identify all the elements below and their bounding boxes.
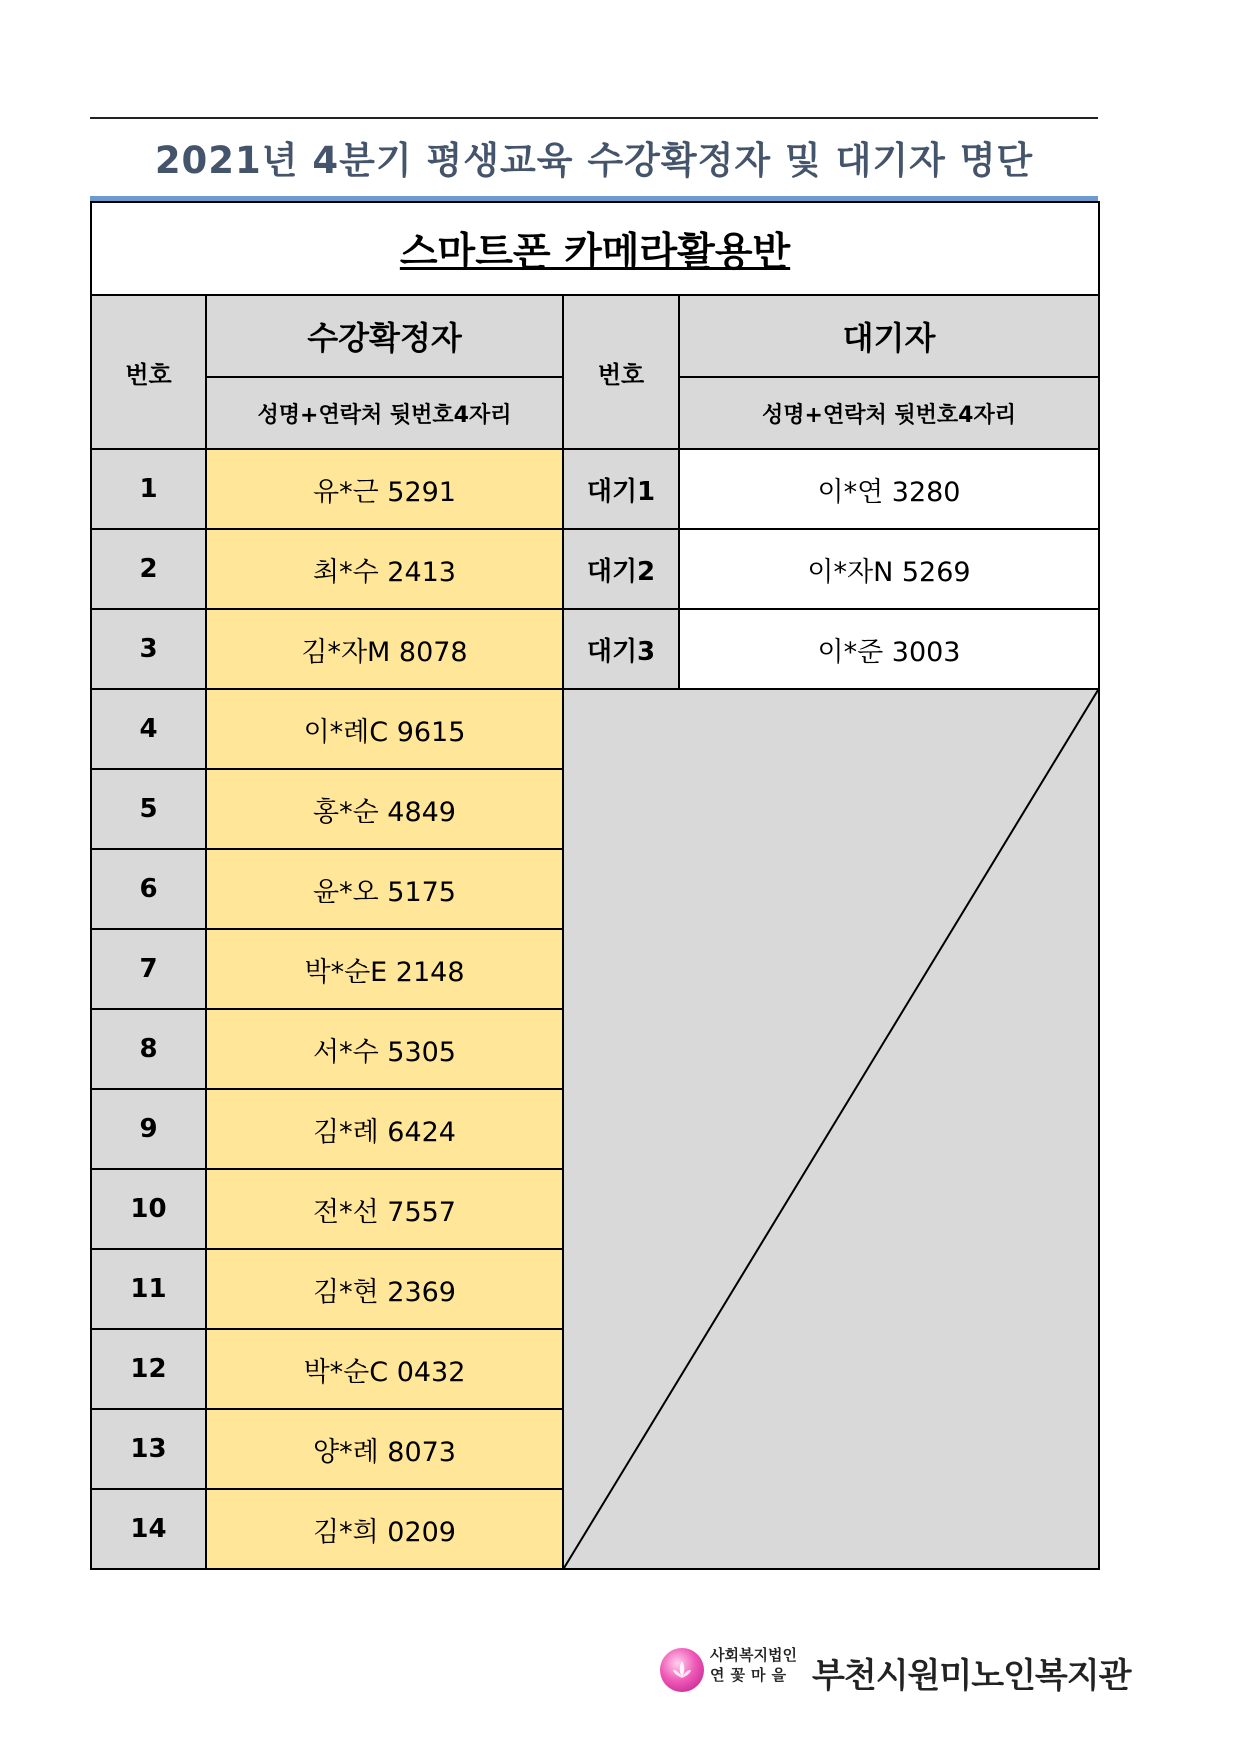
waitlist-name: 이*자N 5269 — [679, 529, 1099, 609]
waitlist-empty-area — [563, 689, 1099, 1569]
header-number-waitlist: 번호 — [563, 295, 679, 449]
waitlist-name: 이*연 3280 — [679, 449, 1099, 529]
confirmed-number: 8 — [91, 1009, 206, 1089]
table-row — [91, 449, 1099, 529]
confirmed-number: 10 — [91, 1169, 206, 1249]
waitlist-number: 대기2 — [563, 529, 679, 609]
waitlist-number: 대기3 — [563, 609, 679, 689]
confirmed-name: 이*례C 9615 — [206, 689, 563, 769]
confirmed-name: 전*선 7557 — [206, 1169, 563, 1249]
confirmed-name: 최*수 2413 — [206, 529, 563, 609]
confirmed-name: 김*현 2369 — [206, 1249, 563, 1329]
table-row — [91, 529, 1099, 609]
confirmed-name: 박*순C 0432 — [206, 1329, 563, 1409]
header-name-contact-confirmed: 성명+연락처 뒷번호4자리 — [206, 377, 563, 449]
confirmed-number: 7 — [91, 929, 206, 1009]
organization-footer — [660, 1642, 1140, 1698]
confirmed-name: 유*근 5291 — [206, 449, 563, 529]
org-name-text: 부천시원미노인복지관 — [812, 1656, 1131, 1696]
waitlist-number: 대기1 — [563, 449, 679, 529]
confirmed-name: 서*수 5305 — [206, 1009, 563, 1089]
org-parent-text: 연꽃마을 — [710, 1666, 792, 1684]
confirmed-number: 4 — [91, 689, 206, 769]
top-rule — [90, 117, 1098, 119]
header-number-confirmed: 번호 — [91, 295, 206, 449]
org-type-text: 사회복지법인 — [710, 1646, 797, 1664]
confirmed-number: 12 — [91, 1329, 206, 1409]
confirmed-number: 2 — [91, 529, 206, 609]
confirmed-number: 9 — [91, 1089, 206, 1169]
confirmed-name: 윤*오 5175 — [206, 849, 563, 929]
table-row — [91, 609, 1099, 689]
header-name-contact-waitlist: 성명+연락처 뒷번호4자리 — [679, 377, 1099, 449]
header-confirmed: 수강확정자 — [206, 295, 563, 377]
course-row — [91, 202, 1099, 295]
diagonal-strike — [564, 690, 1098, 1568]
lotus-flower-icon — [670, 1658, 694, 1682]
confirmed-name: 박*순E 2148 — [206, 929, 563, 1009]
confirmed-number: 1 — [91, 449, 206, 529]
confirmed-name: 홍*순 4849 — [206, 769, 563, 849]
confirmed-name: 김*자M 8078 — [206, 609, 563, 689]
confirmed-number: 13 — [91, 1409, 206, 1489]
confirmed-number: 11 — [91, 1249, 206, 1329]
confirmed-number: 14 — [91, 1489, 206, 1569]
header-waitlist: 대기자 — [679, 295, 1099, 377]
confirmed-number: 3 — [91, 609, 206, 689]
confirmed-number: 5 — [91, 769, 206, 849]
waitlist-name: 이*준 3003 — [679, 609, 1099, 689]
header-row-1 — [91, 295, 1099, 377]
confirmed-name: 김*희 0209 — [206, 1489, 563, 1569]
confirmed-name: 양*례 8073 — [206, 1409, 563, 1489]
table-row — [91, 689, 1099, 769]
confirmed-name: 김*례 6424 — [206, 1089, 563, 1169]
document-title: 2021년 4분기 평생교육 수강확정자 및 대기자 명단 — [154, 139, 1034, 182]
confirmed-number: 6 — [91, 849, 206, 929]
roster-table — [90, 201, 1100, 1570]
course-name: 스마트폰 카메라활용반 — [91, 202, 1099, 295]
